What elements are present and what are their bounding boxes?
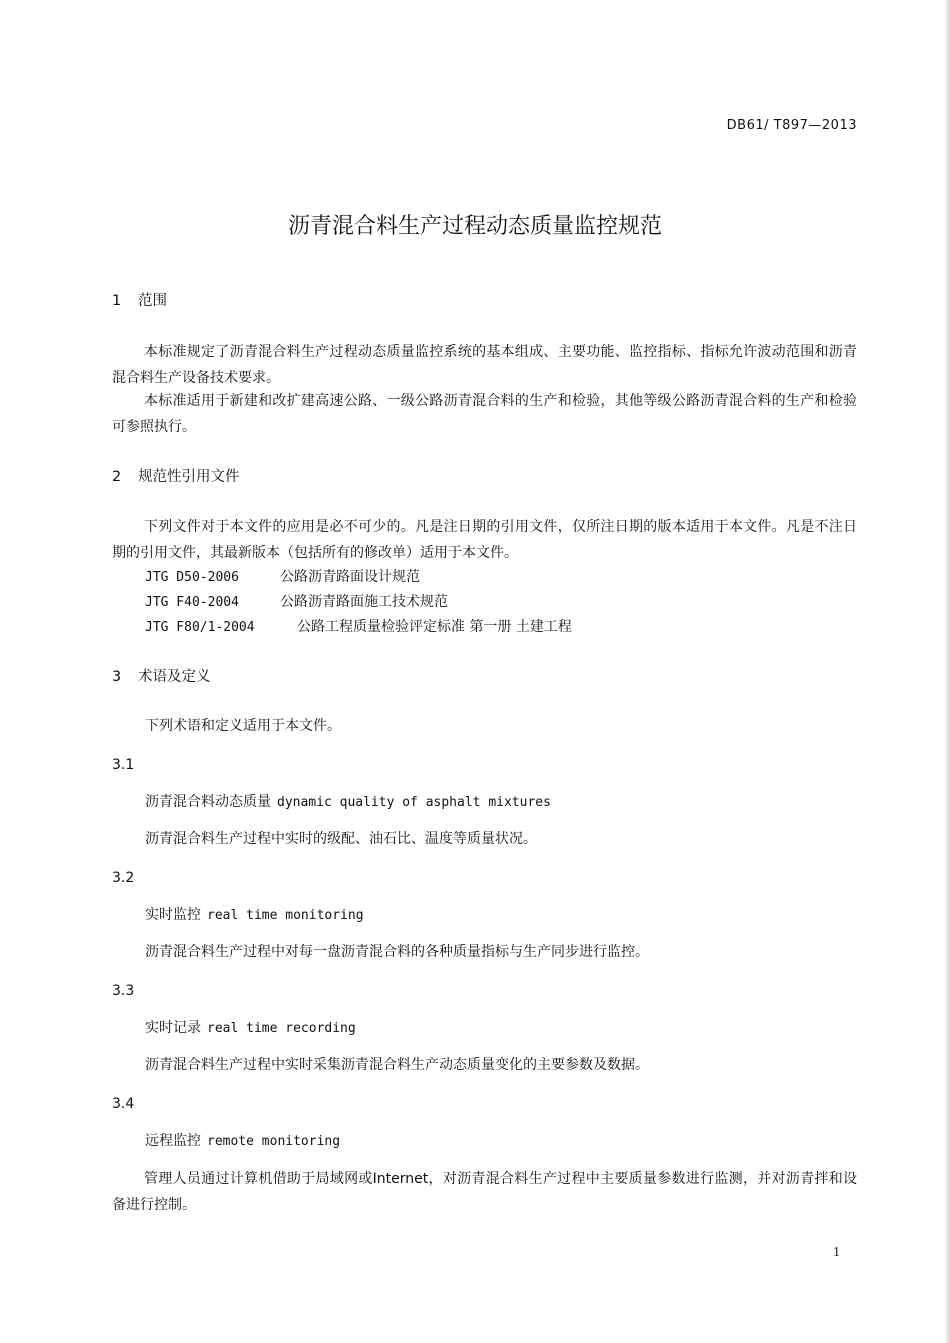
term-cn: 远程监控 — [145, 1133, 201, 1149]
term-entry — [145, 1018, 356, 1039]
reference-code: JTG F40-2004 — [145, 595, 239, 610]
section-heading-3 — [112, 667, 211, 687]
term-en: real time monitoring — [207, 908, 364, 923]
section-number: 2 — [112, 469, 122, 485]
term-en: real time recording — [207, 1021, 356, 1036]
term-cn: 沥青混合料动态质量 — [145, 794, 271, 810]
term-definition: 沥青混合料生产过程中对每一盘沥青混合料的各种质量指标与生产同步进行监控。 — [145, 944, 649, 960]
reference-item — [145, 590, 448, 615]
term-number: 3.1 — [112, 757, 135, 773]
term-definition: 管理人员通过计算机借助于局域网或Internet，对沥青混合料生产过程中主要质量参数进行监测，并对沥青拌和设备进行控制。 — [112, 1171, 857, 1213]
paragraph: 下列术语和定义适用于本文件。 — [145, 718, 341, 734]
reference-title: 公路沥青路面设计规范 — [280, 569, 420, 585]
section-heading-1 — [112, 291, 167, 311]
term-entry — [145, 905, 364, 926]
scan-edge-shadow — [944, 0, 950, 1343]
term-en: remote monitoring — [207, 1134, 341, 1149]
reference-code: JTG D50-2006 — [145, 570, 239, 585]
term-definition: 沥青混合料生产过程中实时采集沥青混合料生产动态质量变化的主要参数及数据。 — [145, 1057, 649, 1073]
term-number: 3.3 — [112, 983, 135, 999]
section-number: 3 — [112, 669, 122, 685]
reference-code: JTG F80/1-2004 — [145, 620, 255, 635]
section-number: 1 — [112, 293, 122, 309]
term-entry — [145, 1131, 340, 1152]
section-title: 范围 — [138, 293, 167, 309]
page-number: 1 — [833, 1245, 840, 1260]
term-entry — [145, 792, 551, 813]
reference-title: 公路工程质量检验评定标准 第一册 土建工程 — [297, 619, 572, 635]
term-en: dynamic quality of asphalt mixtures — [277, 795, 551, 810]
reference-title: 公路沥青路面施工技术规范 — [280, 594, 448, 610]
document-title: 沥青混合料生产过程动态质量监控规范 — [287, 214, 662, 239]
term-definition: 沥青混合料生产过程中实时的级配、油石比、温度等质量状况。 — [145, 831, 537, 847]
section-heading-2 — [112, 467, 240, 487]
term-number: 3.2 — [112, 870, 135, 886]
paragraph: 下列文件对于本文件的应用是必不可少的。凡是注日期的引用文件，仅所注日期的版本适用于本文件。凡是不注日期的引用文件，其最新版本（包括所有的修改单）适用于本文件。 — [112, 519, 857, 561]
term-number: 3.4 — [112, 1096, 135, 1112]
paragraph: 本标准规定了沥青混合料生产过程动态质量监控系统的基本组成、主要功能、监控指标、指标允许波动范围和沥青混合料生产设备技术要求。 — [112, 344, 857, 386]
paragraph: 本标准适用于新建和改扩建高速公路、一级公路沥青混合料的生产和检验，其他等级公路沥青混合料的生产和检验可参照执行。 — [112, 393, 857, 435]
term-cn: 实时记录 — [145, 1020, 201, 1036]
term-cn: 实时监控 — [145, 907, 201, 923]
reference-item — [145, 565, 420, 590]
reference-item — [145, 615, 572, 640]
section-title: 规范性引用文件 — [138, 469, 240, 485]
standard-number: DB61/ T897—2013 — [726, 118, 857, 133]
section-title: 术语及定义 — [138, 669, 211, 685]
